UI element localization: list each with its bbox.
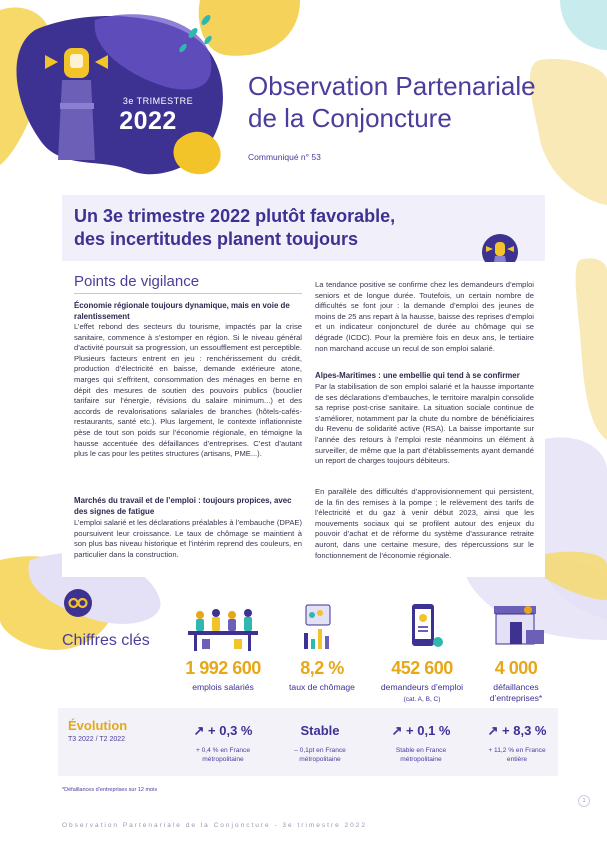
evolution-jobseekers-value: + 0,1 % bbox=[406, 723, 451, 738]
footer: Observation Partenariale de la Conjoncture - 3e trimestre 2022 bbox=[62, 822, 368, 829]
note-line-2: métropolitaine bbox=[202, 756, 244, 763]
section-jobseekers-text: La tendance positive se confirme chez les demandeurs d’emploi seniors et de longue durée. Toutefois, un certain nombre de difficultés se font jour : la demande d’emploi des jeunes de moins de 25 ans repart à la hausse, baisse des reprises d’emploi et un indicateur conjoncturel de durée au chômage qui se dégrade (ICDC). Pour la première fois en deux ans, le tertiaire non marchand accuse un recul de son emploi salarié. bbox=[315, 280, 534, 353]
evolution-failures bbox=[462, 723, 572, 739]
trimester-year: 2022 bbox=[119, 107, 177, 135]
headline-line-1: Un 3e trimestre 2022 plutôt favorable, bbox=[74, 206, 396, 226]
evolution-failures-note bbox=[462, 746, 572, 764]
kpi-note-jobseekers: (cat. A, B, C) bbox=[403, 695, 441, 703]
kpi-value-unemployment: 8,2 % bbox=[300, 658, 344, 678]
publication-title bbox=[248, 70, 588, 134]
up-arrow-icon: ↗ bbox=[391, 723, 407, 738]
top-yellow-blob bbox=[199, 0, 300, 56]
communique-number: Communiqué n° 53 bbox=[248, 152, 321, 162]
trimester-label: 3e TRIMESTRE bbox=[122, 96, 194, 106]
evolution-unemployment bbox=[265, 723, 375, 738]
footnote: *Défaillances d’entreprises sur 12 mois bbox=[62, 787, 158, 793]
note-line-2: métropolitaine bbox=[299, 756, 341, 763]
badge-yellow-drop bbox=[174, 132, 221, 174]
headline bbox=[74, 205, 434, 251]
infinity-badge-icon bbox=[63, 588, 93, 618]
evolution-employment-note bbox=[168, 746, 278, 764]
kpi-label-unemployment: taux de chômage bbox=[289, 682, 355, 692]
kpi-value-employment: 1 992 600 bbox=[185, 658, 261, 678]
section-outlook-text: En parallèle des difficultés d’approvisionnement qui persistent, de la fin des remises à la pompe ; le relèvement des tarifs de l’électricité et du gaz à venir début 2023, ainsi que les mouvements sociaux qui se profilent autour des enjeux du pouvoir d’achat et de réforme du système d’assurance retraite auront, dans une certaine mesure, des répercussions sur le fonctionnement de l’économie régionale. bbox=[315, 487, 534, 560]
section-labour-text: L’emploi salarié et les déclarations préalables à l’embauche (DPAE) poursuivent leur croissance. Le taux de chômage se maintient à son plus bas niveau historique et l’intérim reprend des couleurs, en particulier dans la construction. bbox=[74, 518, 302, 559]
evolution-employment-value: + 0,3 % bbox=[208, 723, 253, 738]
evolution-period: T3 2022 / T2 2022 bbox=[68, 736, 126, 743]
evolution-unemployment-value: Stable bbox=[300, 723, 340, 738]
title-line-1: Observation Partenariale bbox=[248, 71, 536, 101]
note-line-1: + 11,2 % en France bbox=[488, 747, 546, 754]
up-arrow-icon: ↗ bbox=[193, 723, 209, 738]
office-workers-icon bbox=[182, 603, 264, 657]
key-figures-title: Chiffres clés bbox=[62, 632, 150, 649]
unemployment-chart-icon bbox=[298, 603, 338, 653]
note-line-2: métropolitaine bbox=[400, 756, 442, 763]
title-line-2: de la Conjoncture bbox=[248, 103, 452, 133]
section-alpes-text: Par la stabilisation de son emploi salarié et la hausse importante de ses déclarations d’embauches, le territoire maralpin consolide sa reprise post-crise sanitaire. La situation sociale continue de s’améliorer, notamment par la chute du nombre de bénéficiaires du Revenu de solidarité active (RSA). La baisse importante sur l’année des retours à l’emploi reste néanmoins un élément à surveiller, de même que la part d’établissements ayant demandé un report de charges toujours débiteurs. bbox=[315, 382, 534, 466]
top-right-teal-blob bbox=[560, 0, 607, 50]
note-line-1: Stable en France bbox=[395, 747, 447, 754]
section-economy-text: L’effet rebond des secteurs du tourisme, impactés par la crise sanitaire, commence à s’estomper en région. Si le niveau général d’activité poursuit sa progression, un essoufflement est perceptible. Plusieurs facteurs entrent en jeu : renchérissement du crédit, production d’électricité en baisse, demande extérieure atone, marges qui s’effritent, consommation des ménages en berne en dépit des mesures de soutien des pouvoirs publics (bouclier tarifaire sur l’énergie, révisions du salaire minimum...) et des accords de revalorisations salariales de branches (hôtels-cafés-restaurants, santé etc.). Plus largement, le contexte inflationniste pèse de tout son poids sur l’économie régionale, en témoigne la hausse accentuée des défaillances d’entreprises. C’est d’autant plus le cas pour les petites structures (artisans, PME...). bbox=[74, 322, 302, 459]
kpi-label-jobseekers-text: demandeurs d’emploi bbox=[380, 682, 464, 692]
note-line-2: entière bbox=[506, 756, 528, 763]
closed-shop-icon bbox=[488, 600, 550, 654]
evolution-unemployment-note bbox=[265, 746, 375, 764]
evolution-jobseekers bbox=[366, 723, 476, 739]
headline-line-2: des incertitudes planent toujours bbox=[74, 229, 359, 249]
mid-right-yellow-blob bbox=[576, 258, 607, 440]
section-economy-title: Économie régionale toujours dynamique, mais en voie de ralentissement bbox=[74, 301, 290, 321]
kpi-label-employment: emplois salariés bbox=[192, 682, 254, 692]
vigilance-title: Points de vigilance bbox=[74, 273, 200, 290]
up-arrow-icon: ↗ bbox=[487, 723, 503, 738]
section-alpes-title: Alpes-Maritimes : une embellie qui tend à se confirmer bbox=[315, 371, 520, 380]
kpi-value-jobseekers: 452 600 bbox=[391, 658, 453, 678]
section-labour-title: Marchés du travail et de l’emploi : toujours propices, avec des signes de fatigue bbox=[74, 496, 292, 516]
page-number: 1 bbox=[578, 795, 590, 807]
kpi-label-failures: défaillances d’entreprises* bbox=[489, 682, 543, 703]
evolution-failures-value: + 8,3 % bbox=[502, 723, 547, 738]
job-seekers-phone-icon bbox=[402, 600, 448, 654]
evolution-title: Évolution bbox=[68, 718, 128, 733]
kpi-value-failures: 4 000 bbox=[494, 658, 538, 678]
evolution-jobseekers-note bbox=[366, 746, 476, 764]
vigilance-divider bbox=[74, 293, 302, 294]
kpi-label-jobseekers bbox=[372, 682, 472, 705]
note-line-1: + 0,4 % en France bbox=[195, 747, 251, 754]
evolution-band bbox=[58, 708, 558, 776]
note-line-1: – 0,1pt en France bbox=[294, 747, 346, 754]
evolution-employment bbox=[168, 723, 278, 739]
